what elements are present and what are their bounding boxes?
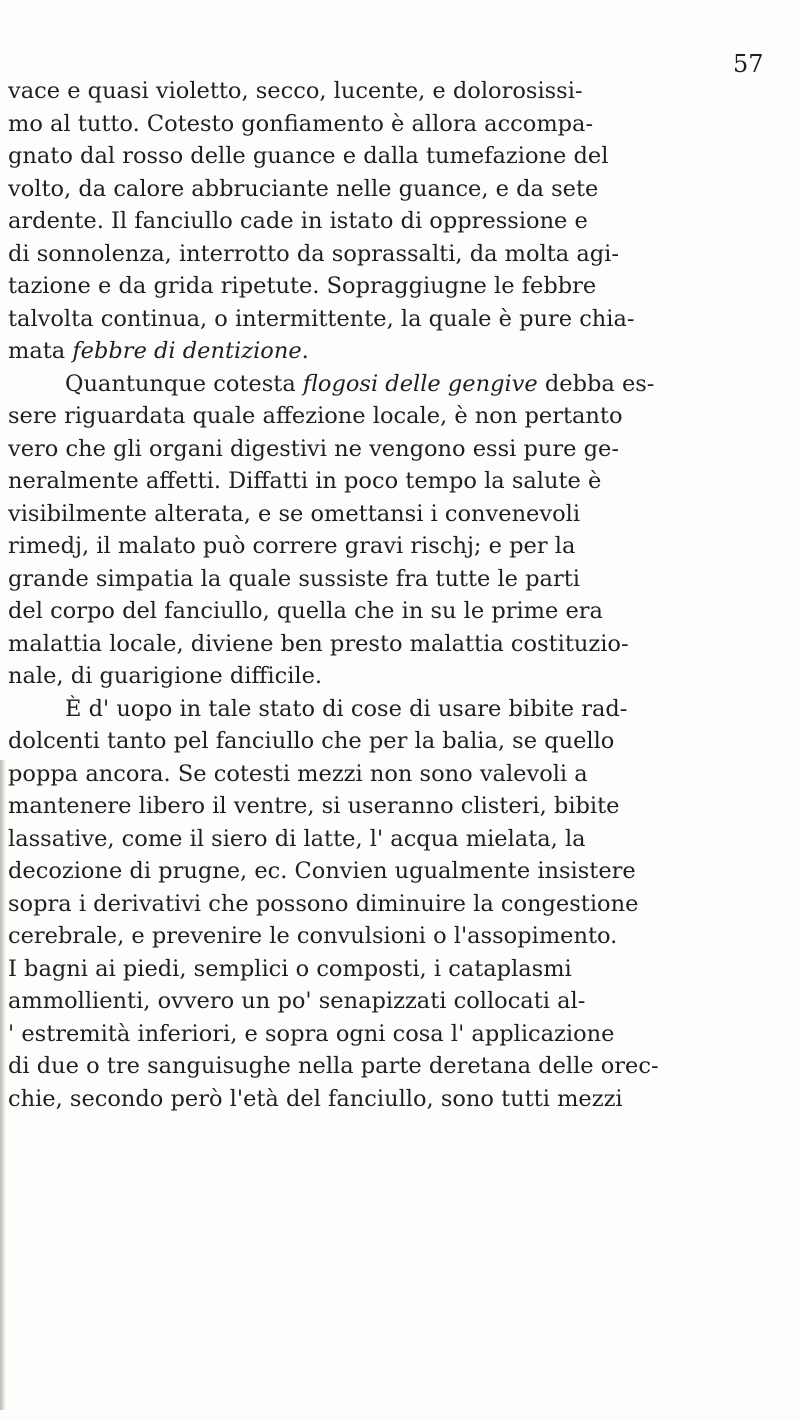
text-line: ardente. Il fanciullo cade in istato di oppressione e (8, 208, 588, 234)
text-line: vace e quasi violetto, secco, lucente, e dolorosissi- (8, 78, 583, 104)
text-line (8, 335, 800, 368)
text-line: volto, da calore abbruciante nelle guance, e da sete (8, 175, 599, 202)
text-run: . (301, 338, 309, 364)
text-run: Quantunque cotesta (65, 370, 303, 397)
text-line: sere riguardata quale affezione locale, è non pertanto (8, 403, 623, 429)
text-line: neralmente affetti. Diffatti in poco tempo la salute è (8, 468, 602, 494)
binding-shadow (0, 760, 6, 1410)
text-line: ammollienti, ovvero un po' senapizzati collocati al- (8, 988, 586, 1014)
italic-term: flogosi delle gengive (302, 370, 538, 397)
text-line: rimedj, il malato può correre gravi rischj; e per la (8, 533, 576, 559)
text-run: mata (8, 338, 73, 364)
text-line: dolcenti tanto pel fanciullo che per la balia, se quello (8, 728, 615, 754)
text-line: decozione di prugne, ec. Convien ugualmente insistere (8, 858, 636, 884)
text-line: poppa ancora. Se cotesti mezzi non sono valevoli a (8, 760, 588, 787)
text-line: cerebrale, e prevenire le convulsioni o l'assopimento. (8, 923, 618, 949)
page-number: 57 (733, 50, 764, 78)
text-line: del corpo del fanciullo, quella che in su le prime era (8, 598, 603, 624)
text-line: chie, secondo però l'età del fanciullo, sono tutti mezzi (8, 1085, 623, 1112)
text-line: grande simpatia la quale sussiste fra tutte le parti (8, 565, 580, 592)
text-line: nale, di guarigione difficile. (8, 663, 323, 689)
text-line: di sonnolenza, interrotto da soprassalti, da molta agi- (8, 240, 619, 267)
text-line: malattia locale, diviene ben presto malattia costituzio- (8, 630, 629, 657)
text-line: lassative, come il siero di latte, l' acqua mielata, la (8, 825, 586, 852)
text-line: tazione e da grida ripetute. Sopraggiugne le febbre (8, 273, 597, 299)
text-line: sopra i derivativi che possono diminuire la congestione (8, 890, 639, 917)
text-run: debba es- (537, 370, 655, 397)
text-line: di due o tre sanguisughe nella parte deretana delle orec- (8, 1053, 659, 1079)
text-line: mo al tutto. Cotesto gonfiamento è allora accompa- (8, 110, 594, 137)
body-text (8, 75, 800, 1115)
text-line: visibilmente alterata, e se omettansi i convenevoli (8, 500, 581, 527)
italic-term: febbre di dentizione (72, 338, 302, 364)
text-line: ' estremità inferiori, e sopra ogni cosa l' applicazione (8, 1020, 615, 1047)
text-line: gnato dal rosso delle guance e dalla tumefazione del (8, 143, 609, 169)
text-line: talvolta continua, o intermittente, la quale è pure chia- (8, 305, 635, 332)
text-line (8, 368, 800, 401)
text-line: mantenere libero il ventre, si useranno clisteri, bibite (8, 793, 620, 819)
text-line: I bagni ai piedi, semplici o composti, i cataplasmi (8, 955, 572, 982)
text-line: È d' uopo in tale stato di cose di usare bibite rad- (65, 695, 628, 722)
text-line: vero che gli organi digestivi ne vengono essi pure ge- (8, 435, 619, 462)
